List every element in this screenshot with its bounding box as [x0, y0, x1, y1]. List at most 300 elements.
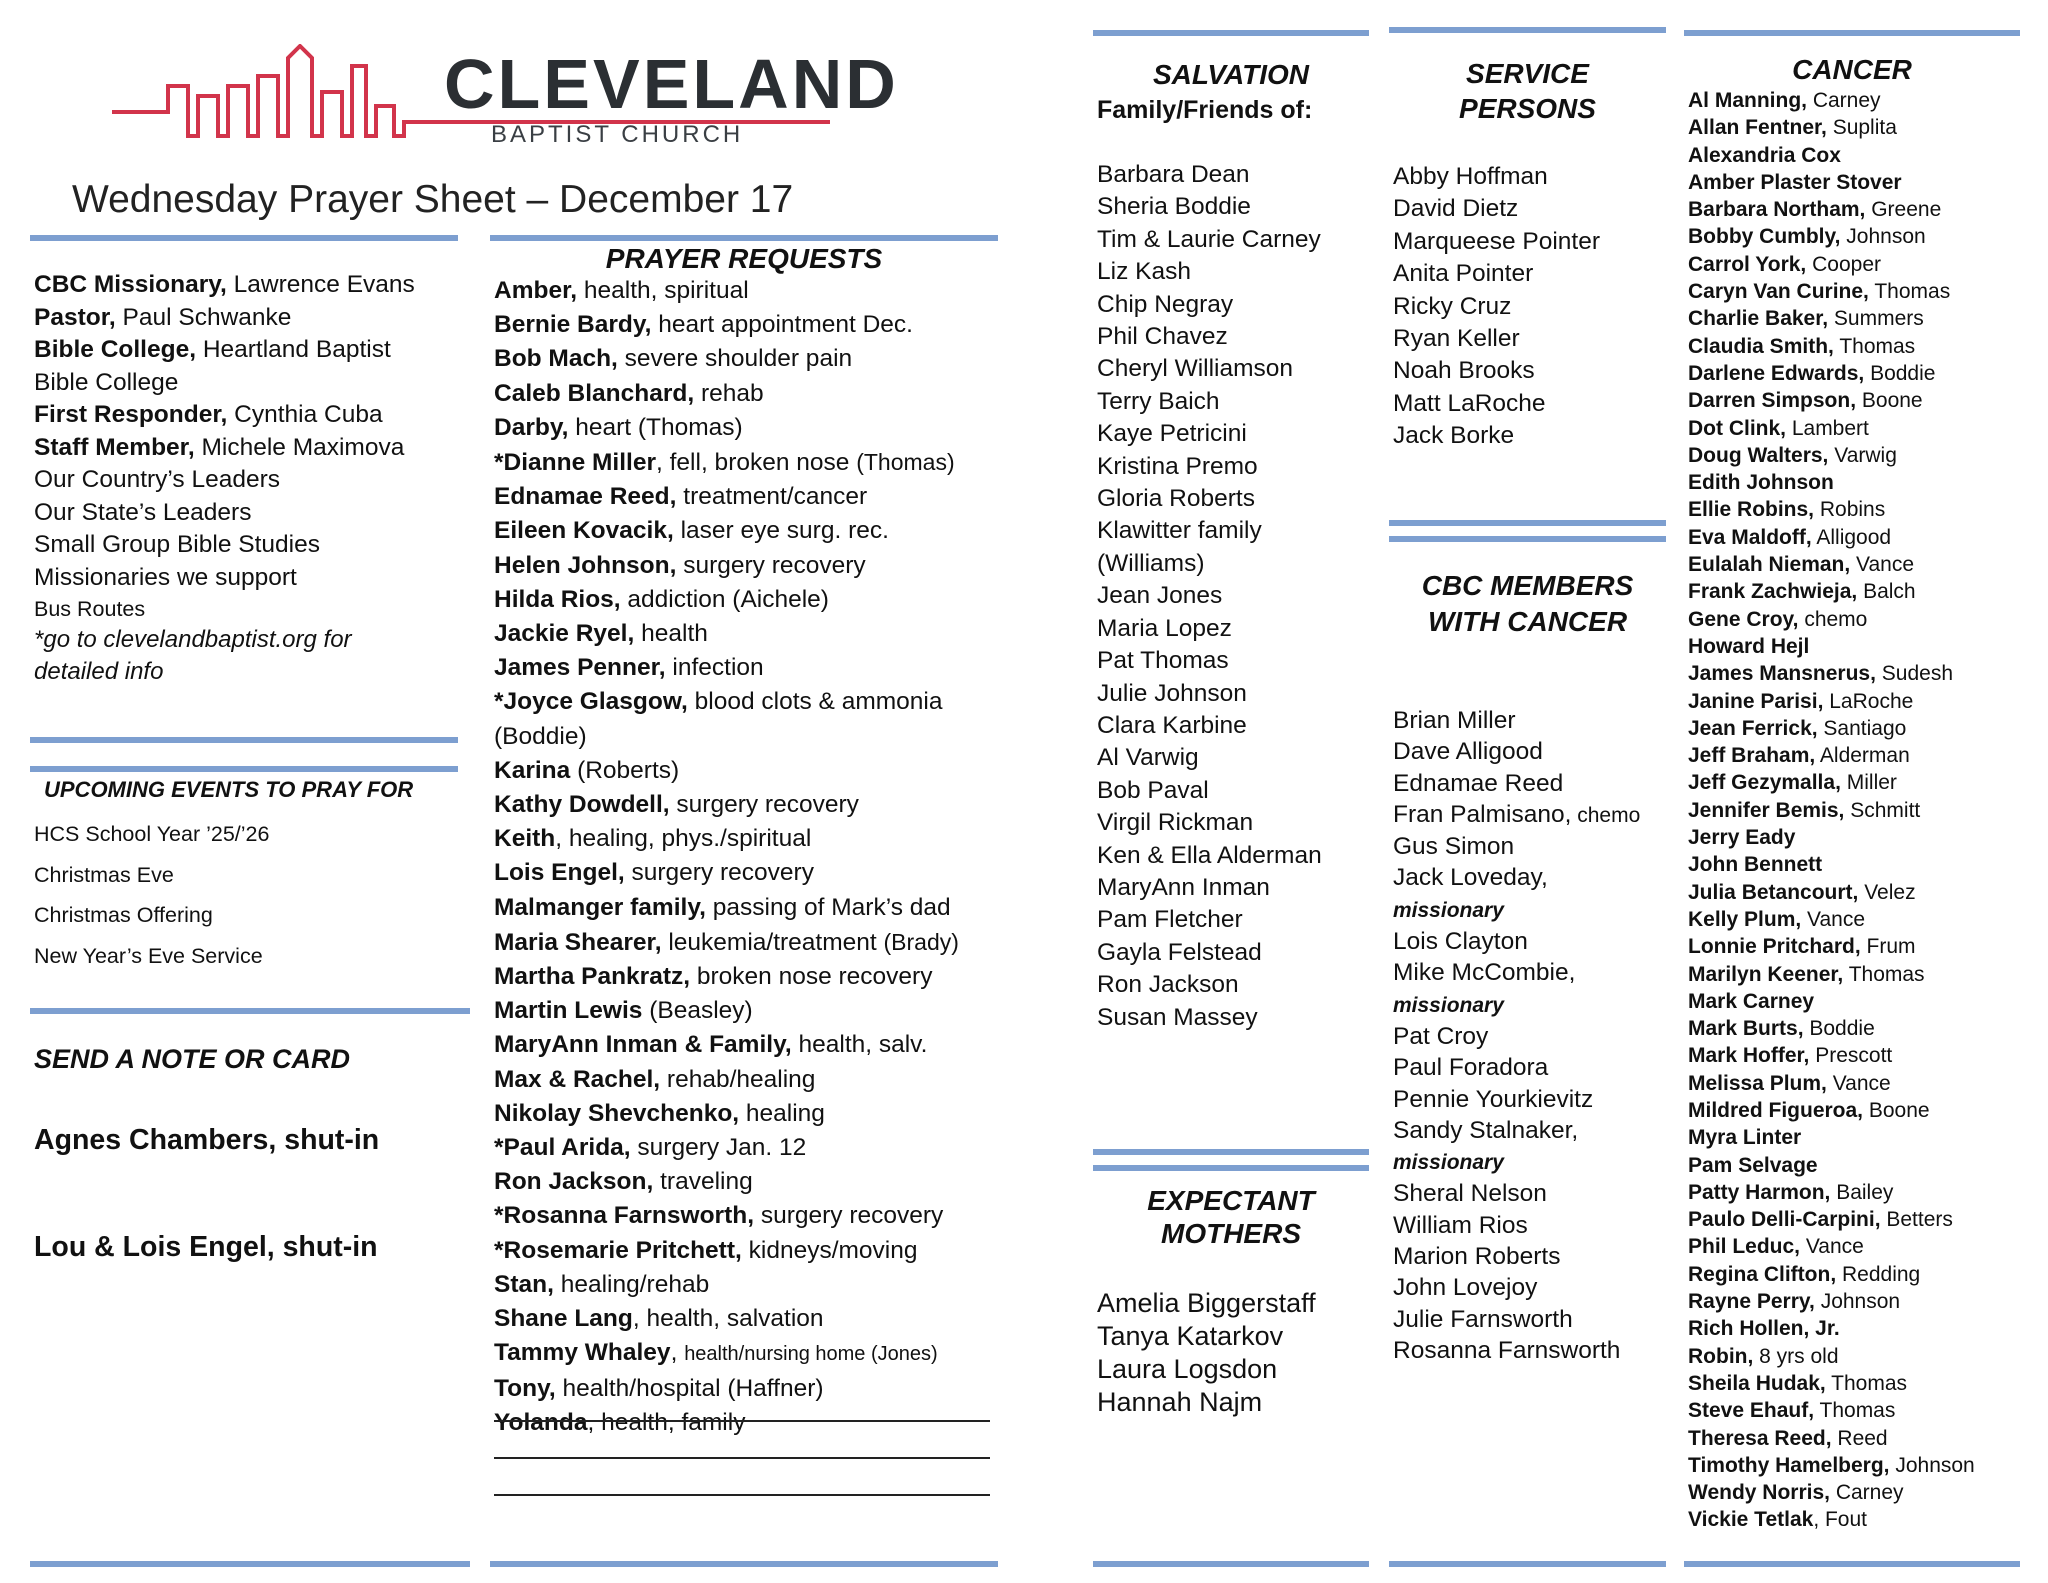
cancer-relation: Velez: [1858, 880, 1916, 904]
cancer-item: [1688, 797, 1975, 824]
cancer-name: Allan Fentner,: [1688, 116, 1827, 140]
request-detail: , health, family: [587, 1408, 746, 1436]
prayer-request-item: [494, 960, 959, 994]
cancer-name: Jean Ferrick,: [1688, 716, 1818, 740]
divider: [1093, 1561, 1369, 1567]
salvation-name: Jean Jones: [1097, 582, 1223, 610]
divider: [1093, 1149, 1369, 1155]
prayer-request-item: [494, 788, 959, 822]
request-name: James Penner,: [494, 654, 666, 682]
request-detail: surgery recovery: [676, 551, 866, 579]
member-cancer-item: [1393, 957, 1640, 988]
cancer-item: [1688, 660, 1975, 687]
cancer-relation: Cooper: [1806, 252, 1881, 276]
prayer-request-item: [494, 1199, 959, 1233]
member-name: Julie Farnsworth: [1393, 1305, 1573, 1333]
request-name: *Dianne Miller: [494, 449, 657, 477]
cancer-item: [1688, 851, 1975, 878]
cancer-name: Jeff Gezymalla,: [1688, 771, 1841, 795]
member-cancer-item: [1393, 1335, 1640, 1366]
request-name: Kathy Dowdell,: [494, 791, 670, 819]
cancer-relation: Schmitt: [1844, 798, 1921, 822]
service-person-name: Abby Hoffman: [1393, 163, 1548, 190]
prayer-request-item: [494, 445, 959, 480]
member-cancer-item: [1393, 1146, 1640, 1178]
cancer-relation: Sudesh: [1875, 662, 1953, 686]
cancer-relation: Santiago: [1817, 716, 1907, 740]
salvation-name: Al Varwig: [1097, 744, 1199, 772]
role-item: [34, 399, 460, 432]
role-item: [34, 334, 460, 367]
request-detail: rehab/healing: [660, 1065, 816, 1093]
prayer-request-item: [494, 549, 959, 583]
prayer-request-item: [494, 1268, 959, 1302]
request-detail: surgery recovery: [669, 791, 859, 819]
prayer-request-item: [494, 925, 959, 960]
cancer-name: Eva Maldoff,: [1688, 525, 1812, 549]
event-item: HCS School Year ’25/’26: [34, 822, 270, 846]
left-column: [30, 235, 460, 688]
cancer-item: [1688, 1425, 1975, 1452]
bus-routes: Bus Routes: [34, 597, 146, 621]
salvation-subtitle: Family/Friends of:: [1097, 96, 1313, 124]
cancer-item: [1688, 1042, 1975, 1069]
role-value: Missionaries we support: [34, 563, 297, 591]
cancer-name: Amber Plaster Stover: [1688, 170, 1902, 194]
member-name: Jack Loveday,: [1393, 864, 1548, 892]
request-detail: blood clots & ammonia: [687, 688, 943, 716]
salvation-name: Phil Chavez: [1097, 323, 1228, 351]
role-value: Small Group Bible Studies: [34, 531, 320, 558]
cancer-relation: Thomas: [1843, 962, 1925, 986]
cancer-item: [1688, 1206, 1975, 1233]
cancer-item: [1688, 633, 1975, 660]
request-detail: (Boddie): [494, 722, 587, 750]
role-value: Paul Schwanke: [115, 303, 292, 331]
divider: [30, 766, 458, 772]
cancer-item: [1688, 114, 1975, 141]
salvation-name: Julie Johnson: [1097, 679, 1247, 707]
cancer-name: Patty Harmon,: [1688, 1180, 1831, 1204]
member-name: John Lovejoy: [1393, 1274, 1538, 1302]
request-name: Helen Johnson,: [494, 551, 677, 579]
member-cancer-item: [1393, 1178, 1640, 1209]
member-name: Lois Clayton: [1393, 928, 1528, 956]
member-name: William Rios: [1393, 1211, 1528, 1239]
service-person-name: Ricky Cruz: [1393, 292, 1512, 320]
role-value: Michele Maximova: [194, 433, 405, 461]
members-cancer-title-line: CBC MEMBERS: [1421, 570, 1634, 601]
cancer-relation: Varwig: [1828, 443, 1897, 467]
prayer-request-item: [494, 1372, 959, 1406]
divider: [1093, 30, 1369, 36]
cancer-name: Wendy Norris,: [1688, 1481, 1830, 1505]
cancer-name: Barbara Northam,: [1688, 198, 1866, 222]
prayer-request-item: [494, 891, 959, 925]
events-list: [34, 814, 269, 976]
cancer-relation: Vance: [1850, 553, 1915, 577]
salvation-name: Kaye Petricini: [1097, 420, 1247, 448]
cancer-relation: Thomas: [1868, 280, 1951, 304]
divider: [30, 737, 458, 743]
divider: [490, 235, 998, 241]
cancer-item: [1688, 305, 1975, 332]
note-card-title: SEND A NOTE OR CARD: [34, 1044, 351, 1074]
request-detail: healing: [739, 1099, 825, 1127]
role-item: [34, 269, 460, 302]
request-name: Maria Shearer,: [494, 928, 662, 956]
cancer-relation: Alligood: [1811, 525, 1892, 549]
request-detail: surgery Jan. 12: [630, 1134, 807, 1162]
request-name: *Paul Arida,: [494, 1134, 631, 1162]
prayer-request-item: [494, 1063, 959, 1097]
prayer-request-item: [494, 685, 959, 719]
prayer-request-item: [494, 480, 959, 514]
request-name: Hilda Rios,: [494, 585, 621, 613]
cancer-relation: Johnson: [1840, 225, 1926, 249]
role-item: [34, 529, 460, 562]
role-item: [34, 562, 460, 595]
member-name: Gus Simon: [1393, 833, 1515, 861]
cancer-item: [1688, 933, 1975, 960]
cancer-relation: Alderman: [1815, 744, 1910, 768]
cancer-name: Rich Hollen, Jr.: [1688, 1317, 1840, 1341]
cancer-name: Edith Johnson: [1688, 471, 1834, 495]
cancer-relation: Boddie: [1864, 361, 1936, 385]
cancer-relation: Balch: [1857, 580, 1916, 604]
member-name: Ednamae Reed: [1393, 769, 1564, 797]
request-name: Tony,: [494, 1374, 556, 1402]
logo-subtitle: BAPTIST CHURCH: [491, 121, 744, 148]
salvation-name: Barbara Dean: [1097, 161, 1250, 188]
prayer-request-item: [494, 342, 959, 376]
member-cancer-item: [1393, 831, 1640, 862]
shut-in-item: Lou & Lois Engel, shut-in: [34, 1231, 378, 1263]
salvation-name: Ken & Ella Alderman: [1097, 841, 1322, 869]
role-value: Our Country’s Leaders: [34, 466, 281, 493]
cancer-name: Mildred Figueroa,: [1688, 1098, 1864, 1122]
cancer-item: [1688, 333, 1975, 360]
cancer-relation: Frum: [1860, 935, 1916, 959]
cancer-name: Kelly Plum,: [1688, 907, 1802, 931]
request-detail: surgery recovery: [754, 1202, 944, 1230]
member-cancer-item: [1393, 768, 1640, 799]
salvation-title: SALVATION: [1152, 59, 1310, 90]
prayer-request-item: [494, 514, 959, 548]
request-detail: health, spiritual: [577, 277, 749, 304]
prayer-request-item: [494, 274, 959, 308]
cancer-relation: Lambert: [1786, 416, 1869, 440]
cancer-item: [1688, 742, 1975, 769]
cancer-name: Eulalah Nieman,: [1688, 553, 1851, 577]
role-item: [34, 464, 460, 497]
cancer-item: [1688, 415, 1975, 442]
member-name: Pennie Yourkievitz: [1393, 1085, 1594, 1113]
prayer-request-item: [494, 411, 959, 445]
member-name: Dave Alligood: [1393, 738, 1543, 766]
cancer-relation: Robins: [1814, 498, 1886, 522]
cancer-item: [1688, 688, 1975, 715]
request-name: Martha Pankratz,: [494, 963, 691, 991]
request-relation: (Thomas): [856, 449, 955, 476]
member-name: Pat Croy: [1393, 1022, 1489, 1050]
service-title-line: SERVICE: [1466, 58, 1589, 89]
cancer-name: Vickie Tetlak: [1688, 1508, 1814, 1532]
cancer-name: Myra Linter: [1688, 1126, 1802, 1150]
salvation-list: [1097, 159, 1322, 1034]
members-cancer-list: [1393, 705, 1640, 1366]
members-cancer-title-line: WITH CANCER: [1427, 606, 1628, 637]
cancer-relation: Greene: [1865, 198, 1942, 222]
member-cancer-item: [1393, 736, 1640, 767]
divider: [1389, 1561, 1666, 1567]
request-name: Karina: [494, 756, 571, 784]
request-detail: severe shoulder pain: [617, 345, 853, 373]
divider: [30, 1561, 470, 1567]
expectant-mother-name: Amelia Biggerstaff: [1097, 1288, 1316, 1318]
cancer-name: Jeff Braham,: [1688, 744, 1816, 768]
expectant-mother-name: Tanya Katarkov: [1097, 1321, 1284, 1351]
member-name: Sandy Stalnaker,: [1393, 1116, 1579, 1144]
request-name: Shane Lang: [494, 1305, 633, 1333]
member-cancer-item: [1393, 862, 1640, 893]
member-cancer-item: [1393, 705, 1640, 736]
salvation-name: Terry Baich: [1097, 387, 1220, 415]
role-label: Bible College,: [34, 336, 197, 363]
cancer-name: Melissa Plum,: [1688, 1071, 1827, 1095]
cancer-name: Charlie Baker,: [1688, 307, 1829, 331]
request-detail: heart (Thomas): [568, 413, 743, 441]
cancer-item: [1688, 251, 1975, 278]
cancer-item: [1688, 1015, 1975, 1042]
blank-line: [494, 1457, 990, 1459]
shut-in-item: Agnes Chambers, shut-in: [34, 1124, 380, 1156]
member-cancer-item: [1393, 1115, 1640, 1146]
cancer-name: Claudia Smith,: [1688, 334, 1834, 358]
cancer-name: Phil Leduc,: [1688, 1235, 1801, 1259]
events-title: UPCOMING EVENTS TO PRAY FOR: [44, 777, 414, 802]
request-name: Caleb Blanchard,: [494, 379, 695, 407]
request-name: *Rosemarie Pritchett,: [494, 1236, 742, 1264]
cancer-item: [1688, 1233, 1975, 1260]
request-name: Tammy Whaley: [494, 1339, 671, 1367]
member-name: Brian Miller: [1393, 707, 1516, 734]
cancer-relation: Summers: [1828, 307, 1924, 331]
website-note-line: detailed info: [34, 658, 164, 685]
cancer-relation: Miller: [1840, 771, 1897, 795]
request-name: MaryAnn Inman & Family,: [494, 1031, 792, 1059]
member-cancer-item: [1393, 926, 1640, 957]
cancer-name: Darlene Edwards,: [1688, 361, 1865, 385]
request-name: Ednamae Reed,: [494, 483, 677, 511]
cancer-item: [1688, 961, 1975, 988]
prayer-request-item: [494, 651, 959, 685]
request-name: Jackie Ryel,: [494, 620, 635, 648]
request-name: Amber,: [494, 277, 578, 304]
cancer-name: Al Manning,: [1688, 89, 1807, 112]
divider: [1389, 27, 1666, 33]
cancer-name: Jennifer Bemis,: [1688, 798, 1845, 822]
prayer-request-item: [494, 994, 959, 1028]
request-detail: healing/rehab: [553, 1270, 710, 1298]
salvation-name: Maria Lopez: [1097, 614, 1232, 642]
cancer-name: Janine Parisi,: [1688, 689, 1824, 713]
request-relation: health/nursing home (Jones): [684, 1343, 938, 1366]
divider: [1389, 520, 1666, 526]
service-persons-list: [1393, 161, 1600, 453]
request-relation: (Brady): [883, 928, 959, 955]
prayer-request-item: [494, 1028, 959, 1062]
cancer-item: [1688, 1506, 1975, 1533]
request-name: Stan,: [494, 1270, 554, 1298]
page-title: Wednesday Prayer Sheet – December 17: [72, 178, 794, 221]
cancer-name: Ellie Robins,: [1688, 498, 1815, 522]
cancer-relation: Carney: [1807, 89, 1881, 112]
event-item: New Year’s Eve Service: [34, 943, 263, 968]
member-name: Mike McCombie,: [1393, 959, 1576, 987]
cancer-item: [1688, 906, 1975, 933]
request-detail: rehab: [694, 379, 764, 407]
request-detail: , fell, broken nose: [656, 449, 857, 477]
cancer-item: [1688, 1124, 1975, 1151]
request-detail: , health, salvation: [632, 1305, 824, 1333]
prayer-request-item: [494, 308, 959, 342]
cancer-item: [1688, 1152, 1975, 1179]
cancer-name: Rayne Perry,: [1688, 1290, 1815, 1314]
request-name: Bob Mach,: [494, 345, 618, 373]
cancer-item: [1688, 1479, 1975, 1506]
expectant-mothers-title: [1093, 1184, 1369, 1250]
service-person-name: Anita Pointer: [1393, 260, 1534, 288]
blank-line: [494, 1494, 990, 1496]
cancer-name: Mark Hoffer,: [1688, 1044, 1810, 1068]
request-detail: treatment/cancer: [676, 483, 868, 511]
cancer-name: Darren Simpson,: [1688, 389, 1857, 413]
cancer-item: [1688, 278, 1975, 305]
role-item: [34, 497, 460, 530]
salvation-name: Clara Karbine: [1097, 711, 1247, 739]
cancer-relation: LaRoche: [1823, 689, 1914, 713]
cancer-item: [1688, 824, 1975, 851]
cancer-item: [1688, 469, 1975, 496]
expectant-title-line: EXPECTANT: [1147, 1185, 1315, 1216]
request-detail: broken nose recovery: [690, 963, 933, 991]
request-name: Lois Engel,: [494, 859, 625, 887]
member-name: Fran Palmisano,: [1393, 800, 1572, 828]
cancer-relation: Carney: [1829, 1481, 1904, 1505]
prayer-requests-list: [494, 274, 959, 1440]
prayer-request-item: [494, 754, 959, 788]
role-label: First Responder,: [34, 401, 228, 428]
cancer-item: [1688, 578, 1975, 605]
salvation-name: Liz Kash: [1097, 258, 1191, 286]
blank-line: [494, 1420, 990, 1422]
request-name: Martin Lewis: [494, 997, 643, 1025]
cancer-relation: Vance: [1826, 1071, 1891, 1095]
cancer-item: [1688, 1288, 1975, 1315]
cancer-item: [1688, 524, 1975, 551]
service-person-name: Marqueese Pointer: [1393, 227, 1601, 255]
divider: [1684, 1561, 2020, 1567]
expectant-mothers-list: [1097, 1287, 1316, 1419]
cancer-item: [1688, 142, 1975, 169]
request-name: Bernie Bardy,: [494, 311, 652, 339]
cancer-name: Doug Walters,: [1688, 443, 1829, 467]
cancer-item: [1688, 879, 1975, 906]
cancer-relation: Vance: [1801, 907, 1866, 931]
divider: [30, 235, 458, 241]
member-cancer-item: [1393, 1052, 1640, 1083]
prayer-request-item: [494, 856, 959, 890]
cancer-item: [1688, 769, 1975, 796]
salvation-name: Pat Thomas: [1097, 647, 1229, 675]
member-cancer-item: [1393, 1304, 1640, 1335]
cancer-item: [1688, 551, 1975, 578]
cancer-item: [1688, 606, 1975, 633]
role-label: CBC Missionary,: [34, 271, 227, 298]
cancer-item: [1688, 87, 1975, 114]
divider: [490, 1561, 998, 1567]
cancer-relation: Redding: [1836, 1262, 1921, 1286]
cancer-item: [1688, 169, 1975, 196]
member-cancer-item: [1393, 1210, 1640, 1241]
cancer-relation: Johnson: [1814, 1290, 1901, 1314]
prayer-request-item: [494, 1097, 959, 1131]
missionary-note: missionary: [1393, 993, 1504, 1017]
cancer-name: Sheila Hudak,: [1688, 1371, 1826, 1395]
request-detail: traveling: [653, 1168, 753, 1196]
divider: [1389, 536, 1666, 542]
request-name: Keith: [494, 825, 556, 853]
member-name: Marion Roberts: [1393, 1243, 1561, 1271]
cancer-name: Mark Carney: [1688, 989, 1815, 1013]
prayer-request-item: [494, 1234, 959, 1268]
cancer-name: Marilyn Keener,: [1688, 962, 1844, 986]
cancer-name: Alexandria Cox: [1688, 143, 1841, 167]
service-person-name: Noah Brooks: [1393, 357, 1535, 385]
prayer-request-item: [494, 720, 959, 754]
member-note: chemo: [1571, 803, 1641, 827]
salvation-name: Sheria Boddie: [1097, 193, 1251, 221]
role-value: Heartland Baptist: [196, 336, 391, 363]
missionary-note: missionary: [1393, 1151, 1504, 1175]
request-name: *Joyce Glasgow,: [494, 688, 688, 716]
divider: [30, 1008, 470, 1014]
request-name: Max & Rachel,: [494, 1065, 661, 1093]
prayer-requests-title: PRAYER REQUESTS: [605, 243, 883, 274]
request-detail: laser eye surg. rec.: [673, 517, 889, 545]
role-value: Cynthia Cuba: [227, 401, 383, 428]
cancer-relation: Thomas: [1833, 334, 1916, 358]
salvation-name: Chip Negray: [1097, 290, 1234, 318]
prayer-request-item: [494, 822, 959, 856]
role-item: [34, 302, 460, 335]
cancer-relation: Boone: [1863, 1098, 1930, 1122]
salvation-name: (Williams): [1097, 549, 1205, 577]
request-detail: surgery recovery: [624, 859, 814, 887]
cancer-name: Theresa Reed,: [1688, 1426, 1832, 1450]
website-note: [34, 624, 460, 688]
service-person-name: Ryan Keller: [1393, 325, 1520, 353]
request-detail: heart appointment Dec.: [651, 311, 913, 339]
cancer-name: Jerry Eady: [1688, 826, 1796, 850]
cancer-item: [1688, 1261, 1975, 1288]
salvation-name: Klawitter family: [1097, 517, 1262, 545]
request-detail: passing of Mark’s dad: [705, 893, 951, 921]
salvation-name: MaryAnn Inman: [1097, 873, 1270, 901]
role-item: [34, 367, 460, 400]
cancer-name: Timothy Hamelberg,: [1688, 1453, 1890, 1477]
